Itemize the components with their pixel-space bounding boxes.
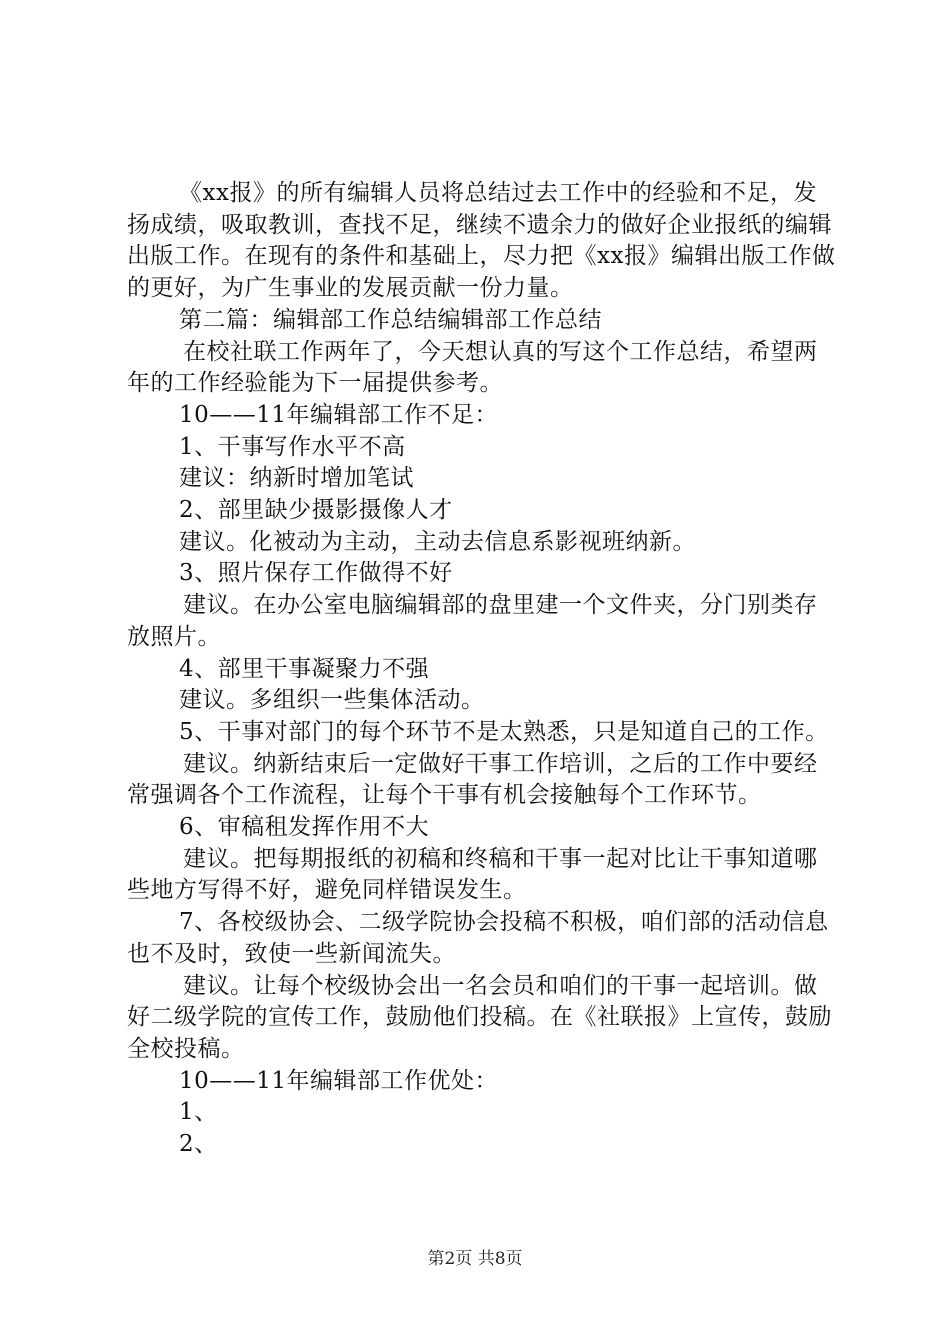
- list-item: 2、: [179, 1131, 218, 1158]
- subheading-shortcomings: 10——11年编辑部工作不足：: [179, 401, 499, 428]
- list-item: 2、部里缺少摄影摄像人才: [179, 497, 453, 524]
- list-item: 1、干事写作水平不高: [179, 433, 406, 460]
- list-item: 1、: [179, 1099, 218, 1126]
- list-item: 3、照片保存工作做得不好: [179, 560, 453, 587]
- suggestion-item: 建议。把每期报纸的初稿和终稿和干事一起对比让干事知道哪些地方写得不好，避免同样错误发生。: [127, 845, 818, 904]
- suggestion-item: 建议。化被动为主动，主动去信息系影视班纳新。: [179, 528, 696, 555]
- suggestion-item: 建议。多组织一些集体活动。: [179, 687, 485, 714]
- suggestion-item: 建议。纳新结束后一定做好干事工作培训，之后的工作中要经常强调各个工作流程，让每个干事有机会接触每个工作环节。: [127, 750, 818, 809]
- list-item: 7、各校级协会、二级学院协会投稿不积极，咱们部的活动信息也不及时，致使一些新闻流失。: [127, 909, 829, 967]
- paragraph-summary: 《xx报》的所有编辑人员将总结过去工作中的经验和不足，发扬成绩，吸取教训，查找不足，继续不遗余力的做好企业报纸的编辑出版工作。在现有的条件和基础上，尽力把《xx报》编辑出版工作做的更好，为广生事业的发展贡献一份力量。: [127, 180, 836, 302]
- list-item: 5、干事对部门的每个环节不是太熟悉，只是知道自己的工作。: [179, 718, 829, 745]
- page-number-footer: 第2页 共8页: [427, 1249, 523, 1269]
- section-heading: 第二篇：编辑部工作总结编辑部工作总结: [179, 306, 602, 333]
- suggestion-item: 建议：纳新时增加笔试: [179, 465, 414, 492]
- subheading-strengths: 10——11年编辑部工作优处：: [179, 1067, 499, 1094]
- document-body: [127, 178, 840, 1161]
- list-item: 4、部里干事凝聚力不强: [179, 655, 430, 682]
- suggestion-item: 建议。在办公室电脑编辑部的盘里建一个文件夹，分门别类存放照片。: [127, 592, 818, 650]
- list-item: 6、审稿租发挥作用不大: [179, 814, 430, 841]
- paragraph-intro: 在校社联工作两年了，今天想认真的写这个工作总结，希望两年的工作经验能为下一届提供参考。: [127, 338, 818, 397]
- suggestion-item: 建议。让每个校级协会出一名会员和咱们的干事一起培训。做好二级学院的宣传工作，鼓励他们投稿。在《社联报》上宣传，鼓励全校投稿。: [127, 972, 832, 1062]
